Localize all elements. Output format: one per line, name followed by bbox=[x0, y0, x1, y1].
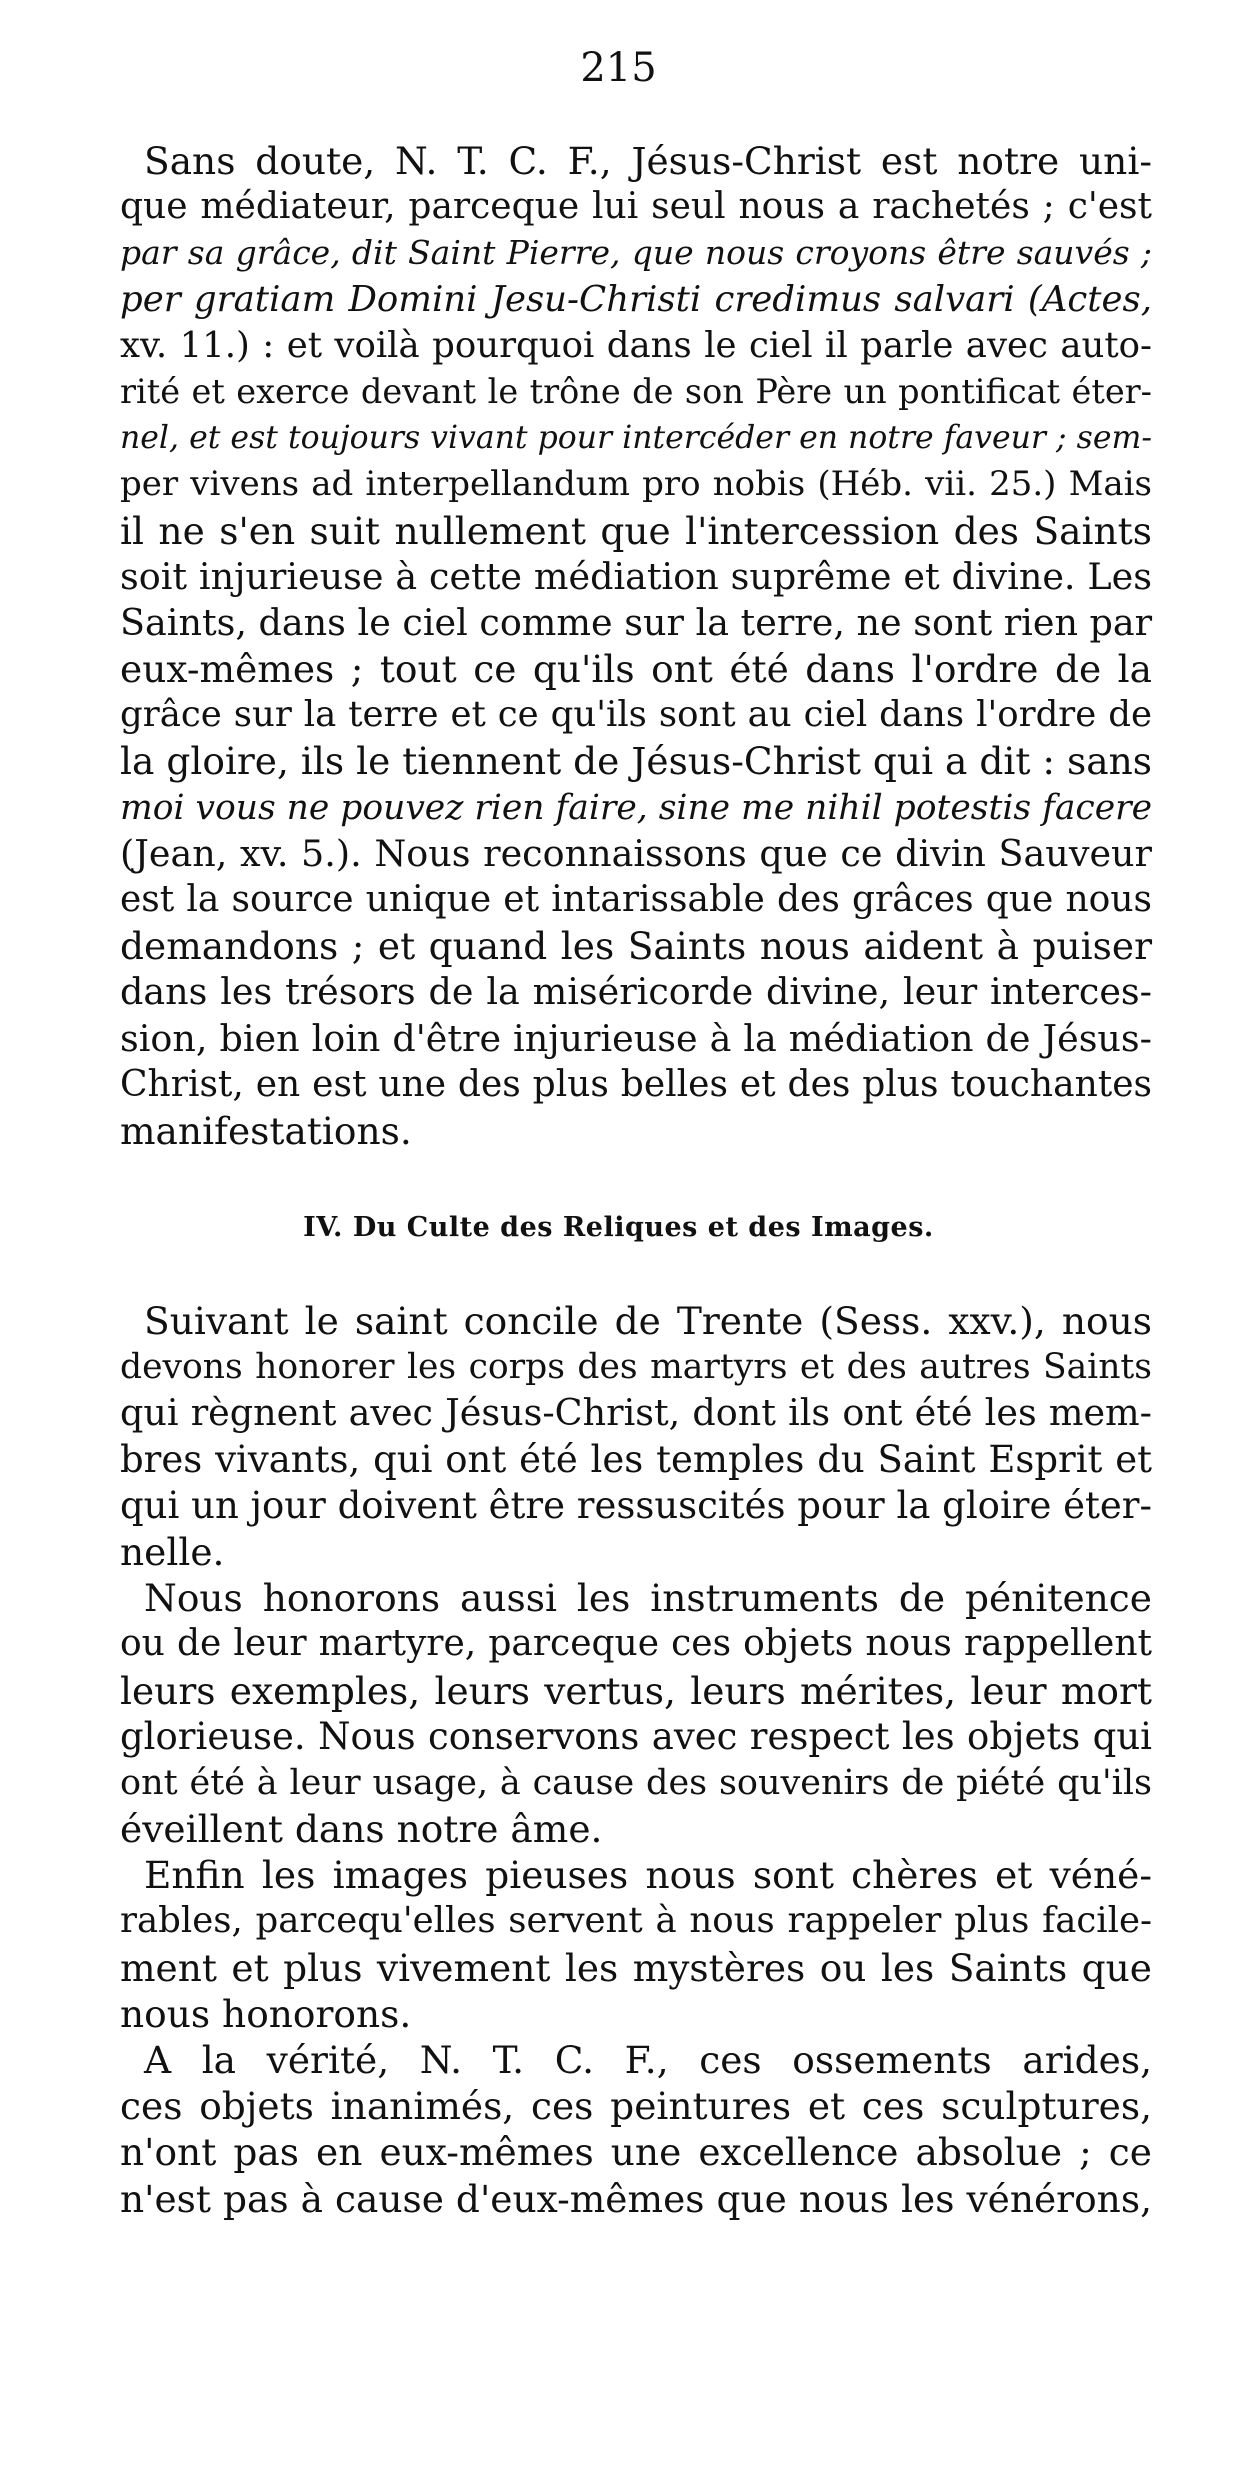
text-line: moi vous ne pouvez rien faire, sine me nihil potestis facere bbox=[120, 787, 1153, 828]
text-line: qui règnent avec Jésus-Christ, dont ils ont été les mem- bbox=[120, 1391, 1152, 1435]
text-line: ment et plus vivement les mystères ou les Saints que bbox=[120, 1945, 1152, 1990]
text-line: ces objets inanimés, ces peintures et ces sculptures, bbox=[120, 2084, 1152, 2129]
text-line: n'ont pas en eux-mêmes une excellence absolue ; ce bbox=[120, 2130, 1152, 2175]
text-line: par sa grâce, dit Saint Pierre, que nous croyons être sauvés ; bbox=[120, 233, 1152, 273]
text-line: Christ, en est une des plus belles et des plus touchantes bbox=[120, 1063, 1152, 1105]
text-line: devons honorer les corps des martyrs et des autres Saints bbox=[120, 1347, 1152, 1388]
text-line: per vivens ad interpellandum pro nobis (Héb. vii. 25.) Mais bbox=[120, 464, 1152, 505]
text-line: nelle. bbox=[120, 1529, 225, 1574]
text-line: Nous honorons aussi les instruments de pénitence bbox=[144, 1576, 1152, 1621]
text-line: est la source unique et intarissable des grâces que nous bbox=[120, 879, 1152, 920]
text-line: grâce sur la terre et ce qu'ils sont au ciel dans l'ordre de bbox=[120, 694, 1152, 736]
text-line: nous honorons. bbox=[120, 1991, 412, 2036]
text-line: soit injurieuse à cette médiation suprême et divine. Les bbox=[120, 554, 1152, 598]
text-line: glorieuse. Nous conservons avec respect les objets qui bbox=[120, 1714, 1152, 1758]
text-line: que médiateur, parceque lui seul nous a rachetés ; c'est bbox=[120, 186, 1152, 228]
page-number: 215 bbox=[580, 45, 657, 91]
text-line: leurs exemples, leurs vertus, leurs mérites, leur mort bbox=[120, 1668, 1152, 1713]
text-line: Sans doute, N. T. C. F., Jésus-Christ est notre uni- bbox=[144, 139, 1152, 183]
text-line: nel, et est toujours vivant pour intercéder en notre faveur ; sem- bbox=[120, 420, 1152, 457]
text-line: Saints, dans le ciel comme sur la terre, ne sont rien par bbox=[120, 600, 1153, 644]
text-line: dans les trésors de la miséricorde divine, leur interces- bbox=[120, 970, 1152, 1014]
text-line: (Jean, xv. 5.). Nous reconnaissons que ce divin Sauveur bbox=[120, 831, 1152, 875]
text-line: ou de leur martyre, parceque ces objets nous rappellent bbox=[120, 1623, 1152, 1665]
text-line: la gloire, ils le tiennent de Jésus-Christ qui a dit : sans bbox=[120, 739, 1152, 784]
text-line: bres vivants, qui ont été les temples du Saint Esprit et bbox=[120, 1437, 1152, 1481]
text-line: il ne s'en suit nullement que l'intercession des Saints bbox=[120, 508, 1152, 553]
text-line: Enfin les images pieuses nous sont chères et véné- bbox=[144, 1853, 1152, 1898]
text-line: rables, parcequ'elles servent à nous rappeler plus facile- bbox=[120, 1900, 1152, 1942]
text-line: rité et exerce devant le trône de son Père un pontificat éter- bbox=[120, 371, 1152, 411]
paragraph-mediation bbox=[120, 138, 1152, 1154]
section-heading: IV. Du Culte des Reliques et des Images. bbox=[303, 1212, 934, 1243]
text-line: qui un jour doivent être ressuscités pour la gloire éter- bbox=[120, 1483, 1152, 1527]
text-line: demandons ; et quand les Saints nous aident à puiser bbox=[120, 924, 1152, 969]
text-line: éveillent dans notre âme. bbox=[120, 1807, 603, 1852]
section-body bbox=[120, 1298, 1152, 2222]
text-line: per gratiam Domini Jesu-Christi credimus salvari (Actes, bbox=[120, 278, 1152, 320]
text-line: n'est pas à cause d'eux-mêmes que nous les vénérons, bbox=[120, 2176, 1152, 2221]
text-line: sion, bien loin d'être injurieuse à la médiation de Jésus- bbox=[120, 1016, 1152, 1060]
text-line: eux-mêmes ; tout ce qu'ils ont été dans l'ordre de la bbox=[120, 647, 1152, 692]
text-line: ont été à leur usage, à cause des souvenirs de piété qu'ils bbox=[120, 1762, 1152, 1803]
text-line: manifestations. bbox=[120, 1108, 412, 1153]
text-line: Suivant le saint concile de Trente (Sess. xxv.), nous bbox=[144, 1299, 1152, 1343]
text-line: xv. 11.) : et voilà pourquoi dans le ciel il parle avec auto- bbox=[120, 324, 1152, 366]
text-line: A la vérité, N. T. C. F., ces ossements arides, bbox=[144, 2038, 1152, 2082]
